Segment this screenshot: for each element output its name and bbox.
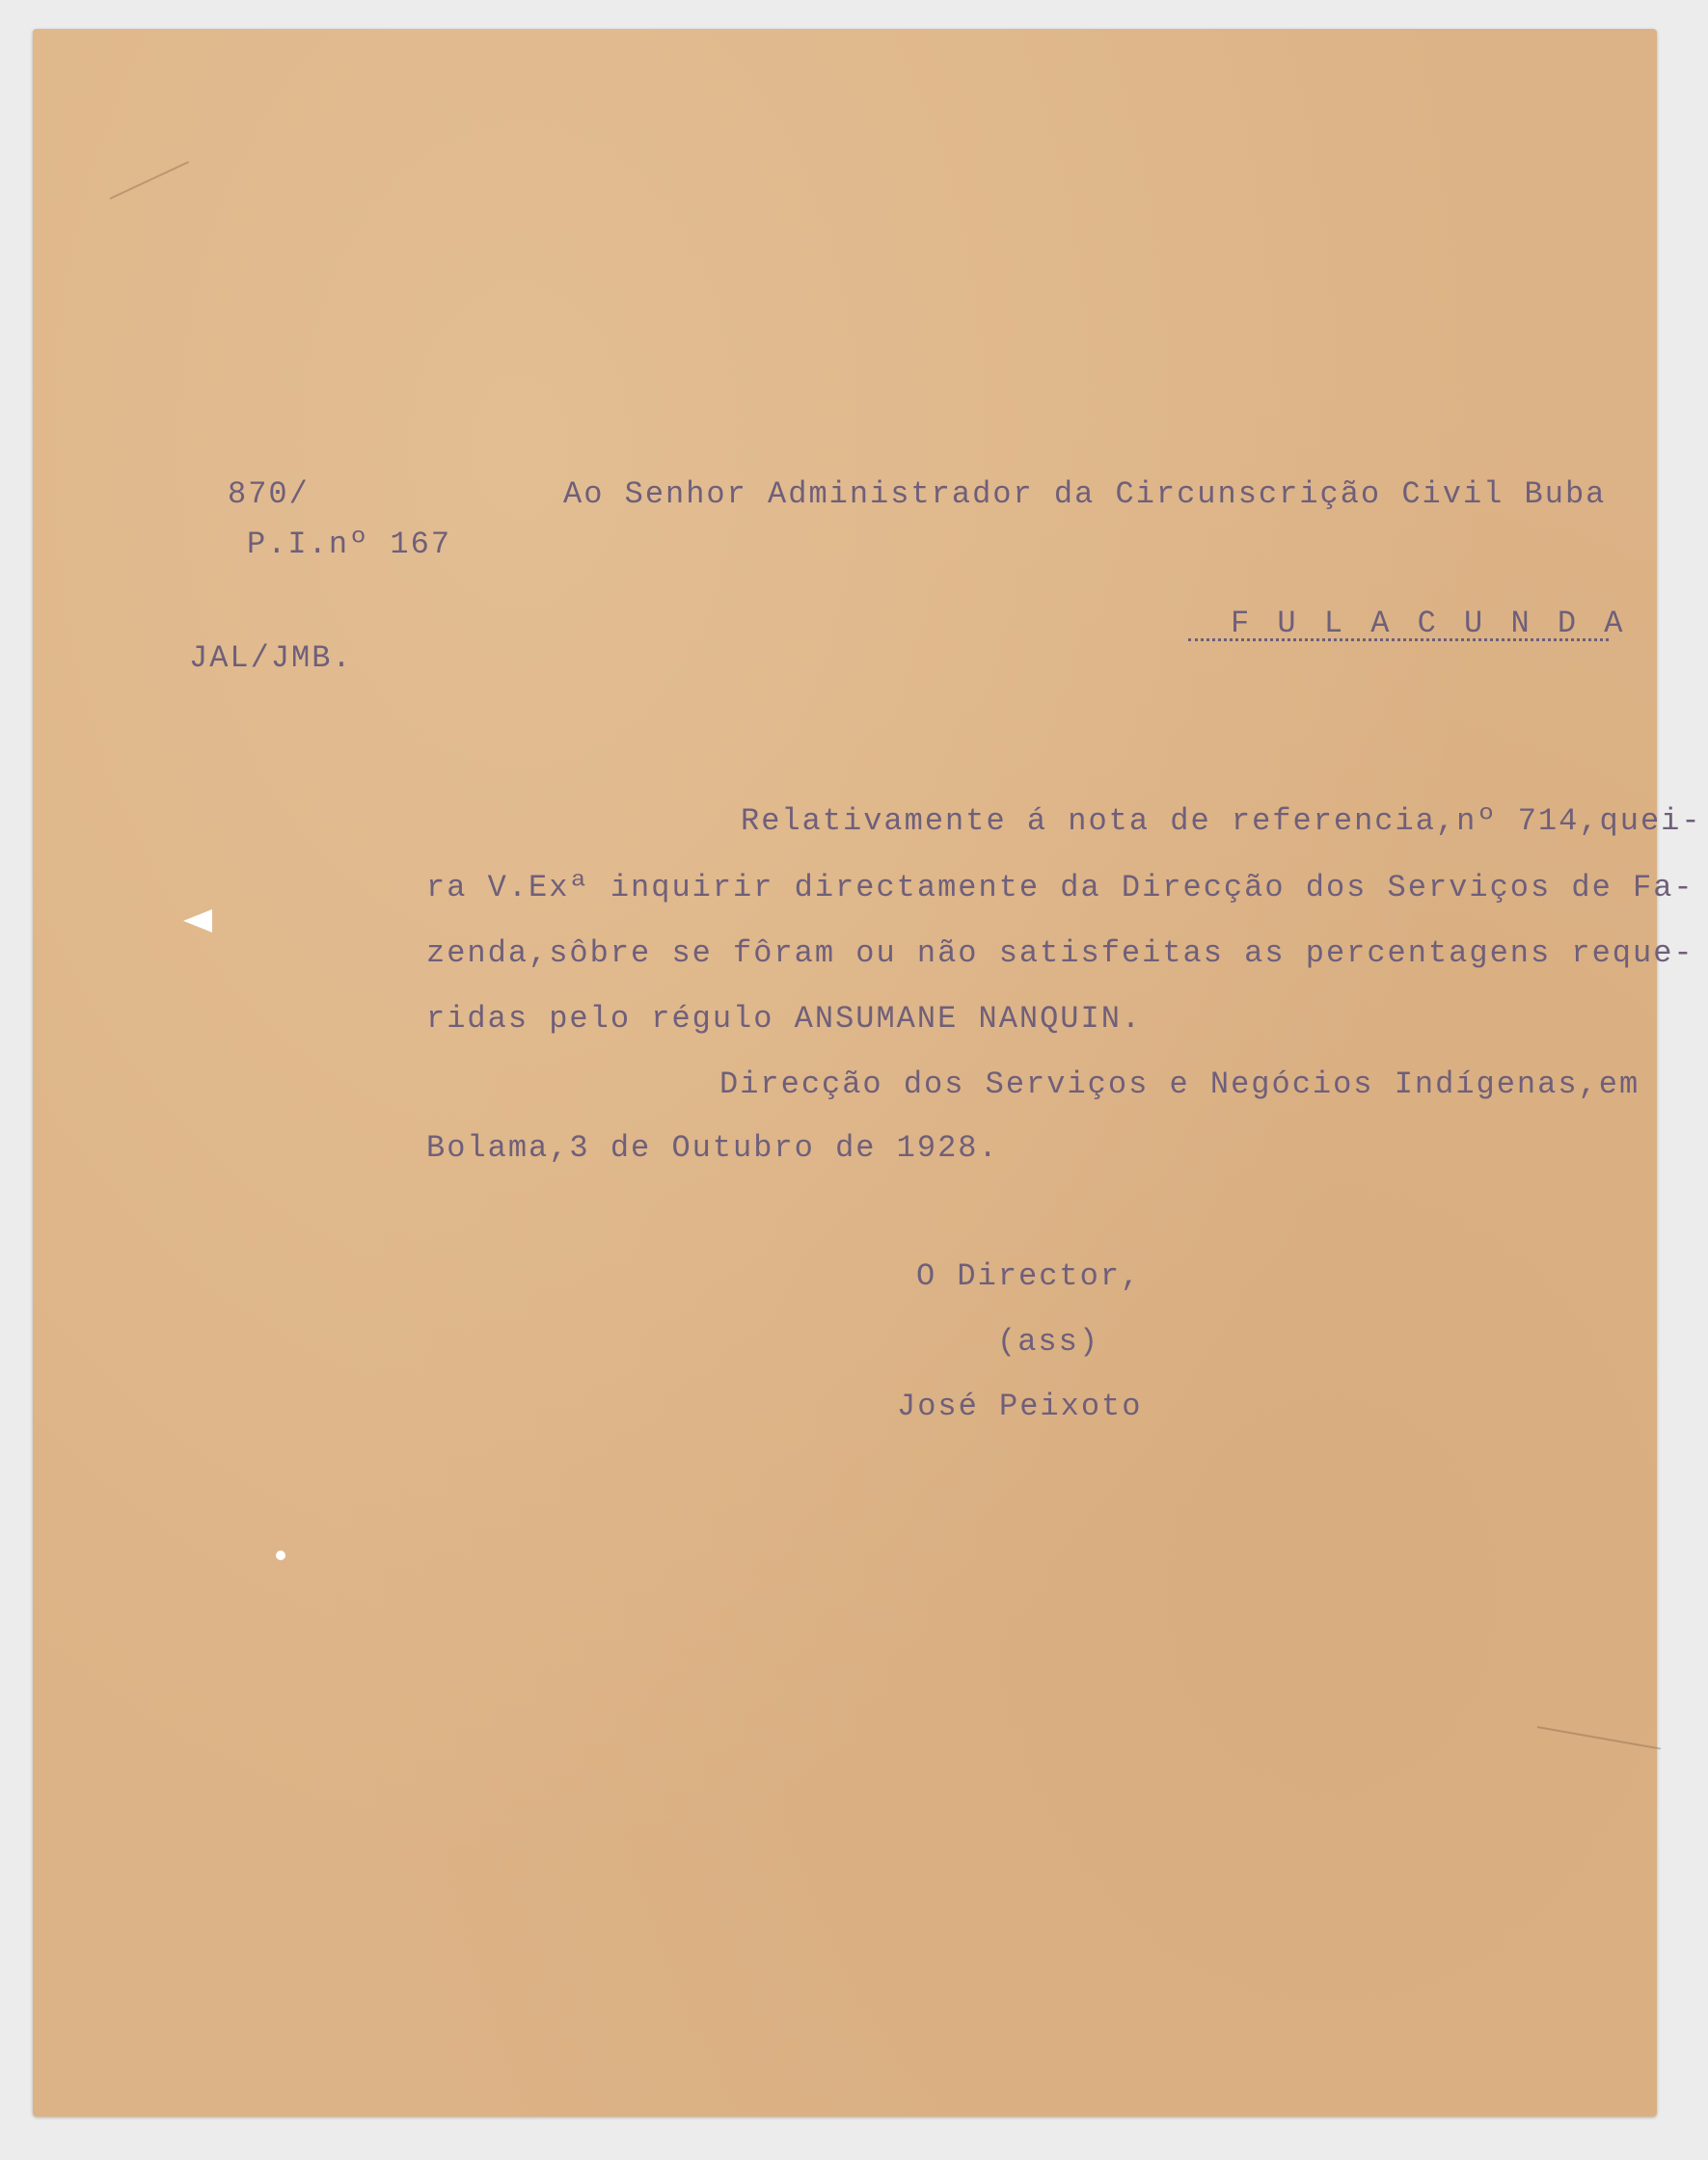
paper-hole bbox=[183, 909, 212, 932]
body-line-6: Bolama,3 de Outubro de 1928. bbox=[426, 1130, 999, 1166]
body-line-2: ra V.Exª inquirir directamente da Direcção dos Serviços de Fa- bbox=[426, 870, 1694, 905]
addressee: Ao Senhor Administrador da Circunscrição Civil Buba bbox=[563, 476, 1607, 512]
pi-number: P.I.nº 167 bbox=[247, 526, 452, 562]
reference-number: 870/ bbox=[228, 476, 310, 512]
body-line-5: Direcção dos Serviços e Negócios Indígenas,em bbox=[719, 1066, 1640, 1102]
signature-ass: (ass) bbox=[997, 1324, 1100, 1360]
location-underline bbox=[1188, 638, 1609, 641]
body-line-4: ridas pelo régulo ANSUMANE NANQUIN. bbox=[426, 1001, 1143, 1037]
initials: JAL/JMB. bbox=[189, 640, 353, 676]
paper-spot bbox=[276, 1551, 285, 1560]
signature-name: José Peixoto bbox=[897, 1389, 1143, 1424]
signature-title: O Director, bbox=[916, 1258, 1142, 1294]
location: F U L A C U N D A bbox=[1231, 606, 1628, 641]
body-line-3: zenda,sôbre se fôram ou não satisfeitas as percentagens reque- bbox=[426, 935, 1694, 971]
paper-crease-2 bbox=[110, 161, 189, 200]
paper-crease bbox=[1537, 1726, 1661, 1750]
body-line-1: Relativamente á nota de referencia,nº 714,quei- bbox=[741, 803, 1702, 839]
